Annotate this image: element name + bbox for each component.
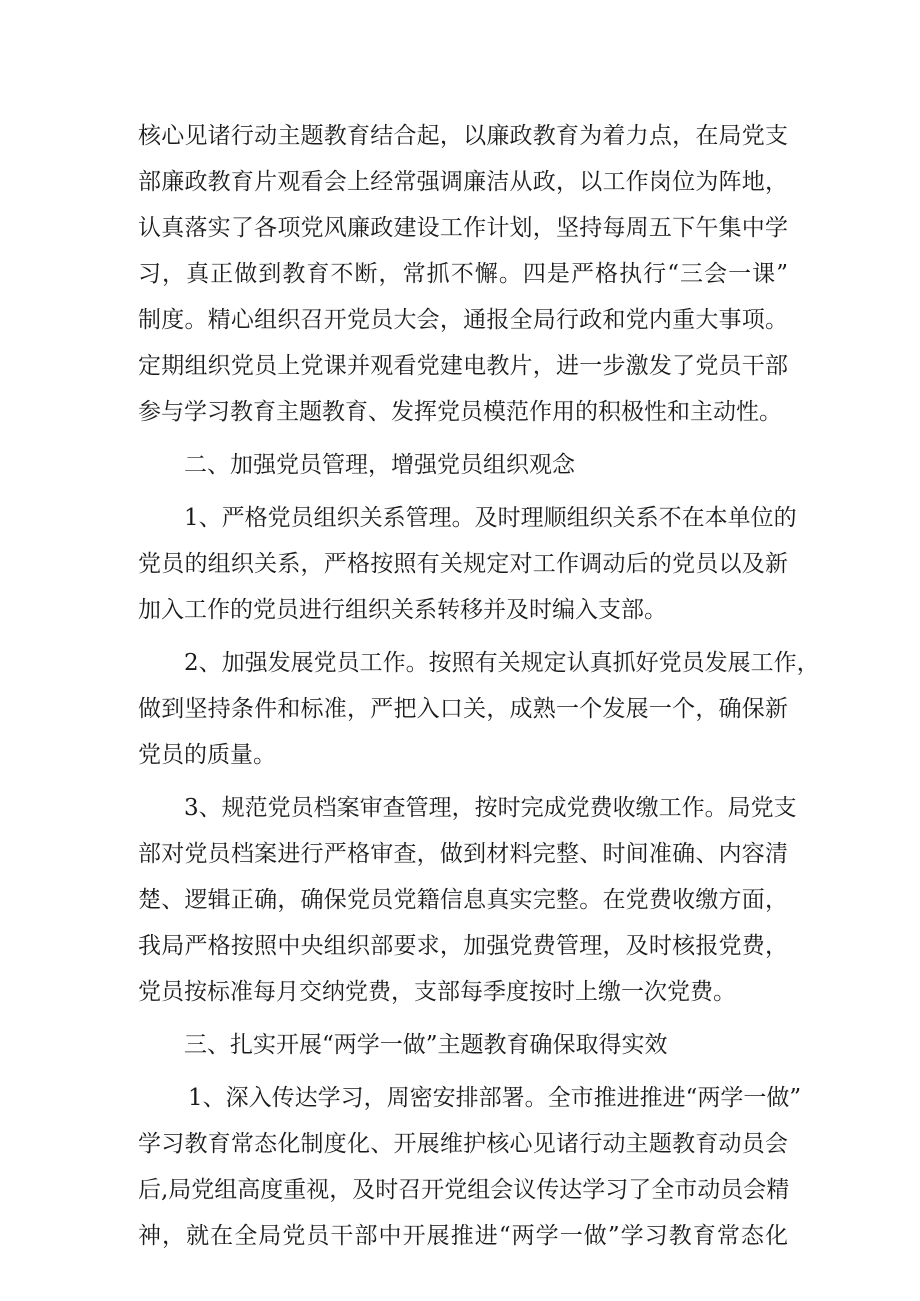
text-line: 定期组织党员上党课并观看党建电教片，进一步激发了党员干部 xyxy=(138,353,788,379)
text-line: 1、严格党员组织关系管理。及时理顺组织关系不在本单位的 xyxy=(184,505,797,531)
text-line: 制度。精心组织召开党员大会，通报全局行政和党内重大事项。 xyxy=(138,307,788,333)
text-line: 后,局党组高度重视，及时召开党组会议传达学习了全市动员会精 xyxy=(138,1177,790,1203)
text-line: 认真落实了各项党风廉政建设工作计划，坚持每周五下午集中学 xyxy=(138,215,788,241)
text-line: 3、规范党员档案审查管理，按时完成党费收缴工作。局党支 xyxy=(184,795,797,821)
paragraph-party-education xyxy=(138,113,788,435)
document-body xyxy=(138,113,820,1259)
text-line: 党员按标准每月交纳党费，支部每季度按时上缴一次党费。 xyxy=(138,979,736,1005)
text-line: 学习教育常态化制度化、开展维护核心见诸行动主题教育动员会 xyxy=(138,1131,788,1157)
text-line: 核心见诸行动主题教育结合起，以廉政教育为着力点，在局党支 xyxy=(138,123,788,149)
text-line: 1、深入传达学习，周密安排部署。全市推进推进“两学一做” xyxy=(188,1085,802,1111)
paragraph-archive-review xyxy=(138,785,797,1015)
text-line: 党员的质量。 xyxy=(138,742,276,768)
section-heading-2: 二、加强党员管理，增强党员组织观念 xyxy=(184,452,575,478)
text-line: 加入工作的党员进行组织关系转移并及时编入支部。 xyxy=(138,597,667,623)
section-heading-3: 三、扎实开展“两学一做”主题教育确保取得实效 xyxy=(184,1032,668,1058)
paragraph-member-development xyxy=(138,640,820,778)
text-line: 部廉政教育片观看会上经常强调廉洁从政，以工作岗位为阵地， xyxy=(138,169,788,195)
text-line: 党员的组织关系，严格按照有关规定对工作调动后的党员以及新 xyxy=(138,551,788,577)
paragraph-study-deployment xyxy=(138,1075,802,1259)
text-line: 部对党员档案进行严格审查，做到材料完整、时间准确、内容清 xyxy=(138,841,788,867)
text-line: 我局严格按照中央组织部要求，加强党费管理，及时核报党费， xyxy=(138,933,788,959)
paragraph-membership-management xyxy=(138,495,797,633)
text-line: 参与学习教育主题教育、发挥党员模范作用的积极性和主动性。 xyxy=(138,399,782,425)
text-line: 做到坚持条件和标准，严把入口关，成熟一个发展一个，确保新 xyxy=(138,696,788,722)
text-line: 神，就在全局党员干部中开展推进“两学一做”学习教育常态化 xyxy=(138,1223,788,1249)
text-line: 习，真正做到教育不断，常抓不懈。四是严格执行“三会一课” xyxy=(138,261,788,287)
text-line: 2、加强发展党员工作。按照有关规定认真抓好党员发展工作， xyxy=(184,650,820,676)
text-line: 楚、逻辑正确，确保党员党籍信息真实完整。在党费收缴方面， xyxy=(138,887,788,913)
